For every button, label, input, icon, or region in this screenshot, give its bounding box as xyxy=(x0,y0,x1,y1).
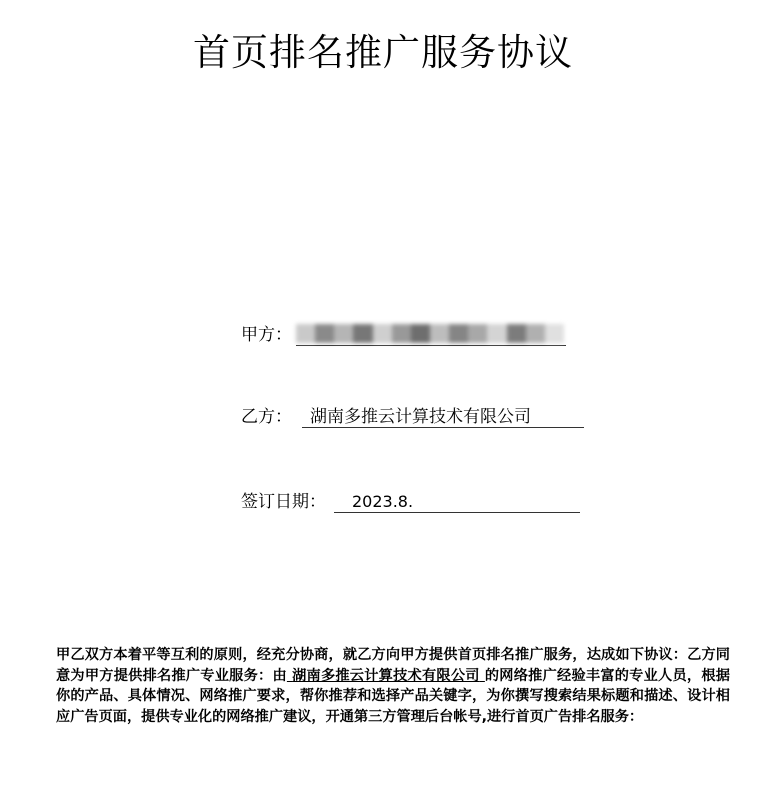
party-a-label: 甲方： xyxy=(241,325,292,345)
redaction-cell xyxy=(430,324,449,343)
party-a-line xyxy=(296,323,566,346)
redaction-cell xyxy=(334,324,353,343)
party-b-value: 湖南多推云计算技术有限公司 xyxy=(302,406,584,428)
redaction-cell xyxy=(315,324,334,343)
redaction-cell xyxy=(392,324,411,343)
sign-date-value: 2023.8. xyxy=(334,491,580,513)
party-b-label: 乙方： xyxy=(241,407,292,427)
sign-date-field xyxy=(241,485,580,513)
redaction-cell xyxy=(507,324,526,343)
redaction-cell xyxy=(411,324,430,343)
intro-text-1: 甲乙双方本着平等互利的原则，经充分协商，就乙方向甲方提供首页排名推广服务，达成如下协议：乙方同意为甲方提供排名推广专业服务：由 xyxy=(56,647,730,684)
party-b-field xyxy=(241,400,584,428)
redaction-cell xyxy=(487,324,506,343)
redaction-cell xyxy=(449,324,468,343)
redaction-cell xyxy=(296,324,315,343)
redaction-cell xyxy=(373,324,392,343)
sign-date-label: 签订日期： xyxy=(241,492,326,512)
agreement-intro-paragraph xyxy=(56,645,730,727)
intro-text-2: 的网络推广经验丰富的专业人员，根据你的产品、具体情况、网络推广要求，帮你推荐和选择产品关键字，为你撰写搜索结果标题和描述、设计相应广告页面，提供专业化的网络推广建议，开通第三方管理后台帐号,进行首页广告排名服务： xyxy=(56,667,730,725)
redaction-cell xyxy=(468,324,487,343)
party-a-field xyxy=(241,318,566,346)
intro-company-name: 湖南多推云计算技术有限公司 xyxy=(292,667,480,684)
redaction-cell xyxy=(353,324,372,343)
redaction-cell xyxy=(545,324,564,343)
redaction-cell xyxy=(526,324,545,343)
redacted-party-a-name xyxy=(296,324,564,343)
document-title: 首页排名推广服务协议 xyxy=(193,31,573,74)
